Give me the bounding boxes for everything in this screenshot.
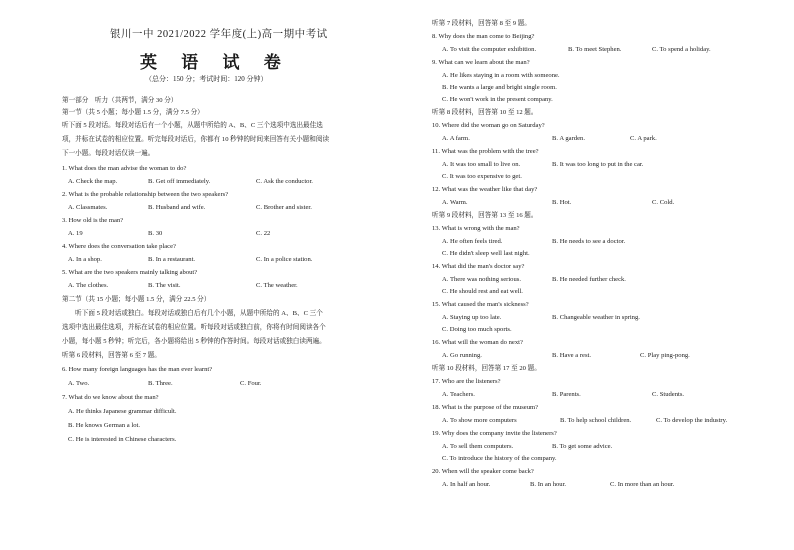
exam-title: 英 语 试 卷 <box>140 53 291 72</box>
option-a: A. Check the map. <box>68 178 118 185</box>
question-stem: 18. What is the purpose of the museum? <box>432 404 539 411</box>
option-b: B. To help school children. <box>560 417 632 424</box>
option-b: B. 30 <box>148 230 163 237</box>
option-a: A. In a shop. <box>68 256 102 263</box>
option-b: B. In a restaurant. <box>148 256 196 263</box>
option-a: A. Two. <box>68 380 90 387</box>
option-b: B. To get some advice. <box>552 443 613 450</box>
option-c: C. It was too expensive to get. <box>442 173 522 180</box>
question-stem: 15. What caused the man's sickness? <box>432 301 529 308</box>
option-c: C. Doing too much sports. <box>442 326 512 333</box>
option-b: B. It was too long to put in the car. <box>552 161 644 168</box>
option-a: A. To visit the computer exhibition. <box>442 46 537 53</box>
question-stem: 3. How old is the man? <box>62 217 124 224</box>
part1-heading: 第一部分 听力（共两节，满分 30 分） <box>62 97 178 104</box>
option-a: A. To sell them computers. <box>442 443 514 450</box>
material-heading: 听第 9 段材料，回答第 13 至 16 题。 <box>432 212 538 219</box>
section2-instruction-line: 选项中选出最佳选项，并标在试卷的相应位置。听每段对话或独白前，你将有时间阅读各个 <box>62 324 326 331</box>
option-c: C. A park. <box>630 135 657 142</box>
option-a: A. He likes staying in a room with someone. <box>442 72 560 79</box>
section2-heading: 第二节（共 15 小题；每小题 1.5 分，满分 22.5 分） <box>62 296 211 303</box>
option-b: B. In an hour. <box>530 481 567 488</box>
option-a: A. Teachers. <box>442 391 475 398</box>
question-stem: 6. How many foreign languages has the man ever learnt? <box>62 366 213 373</box>
option-a: A. The clothes. <box>68 282 109 289</box>
option-c: C. He won't work in the present company. <box>442 96 553 103</box>
section2-instruction-line: 听下面 5 段对话或独白。每段对话或独白后有几个小题，从题中所给的 A、B、C 三个 <box>62 310 323 317</box>
option-c: C. To develop the industry. <box>656 417 728 424</box>
option-c: C. 22 <box>256 230 271 237</box>
option-b: B. Get off immediately. <box>148 178 211 185</box>
option-a: A. Classmates. <box>68 204 108 211</box>
question-stem: 17. Who are the listeners? <box>432 378 501 385</box>
section2-instruction-line: 小题，每小题 5 秒钟；听完后，各小题将给出 5 秒钟的作答时间。每段对话或独白读两遍。 <box>62 338 326 345</box>
option-c: C. To spend a holiday. <box>652 46 711 53</box>
section1-instruction-line: 听下面 5 段对话。每段对话后有一个小题，从题中所给的 A、B、C 三个选项中选出最佳选 <box>62 122 323 129</box>
school-title: 银川一中 2021/2022 学年度(上)高一期中考试 <box>110 29 328 40</box>
option-b: B. Three. <box>148 380 173 387</box>
question-stem: 8. Why does the man come to Beijing? <box>432 33 535 40</box>
option-b: B. He knows German a lot. <box>68 422 140 429</box>
question-stem: 11. What was the problem with the tree? <box>432 148 539 155</box>
option-b: B. He needs to see a doctor. <box>552 238 626 245</box>
question-stem: 4. Where does the conversation take place? <box>62 243 176 250</box>
option-b: B. Husband and wife. <box>148 204 206 211</box>
question-stem: 7. What do we know about the man? <box>62 394 159 401</box>
option-b: B. He needed further check. <box>552 276 626 283</box>
option-b: B. Parents. <box>552 391 581 398</box>
option-b: B. Changeable weather in spring. <box>552 314 640 321</box>
option-c: C. Four. <box>240 380 262 387</box>
option-a: A. A farm. <box>442 135 470 142</box>
option-c: C. In more than an hour. <box>610 481 675 488</box>
section1-instruction-line: 项，并标在试卷的相应位置。听完每段对话后，你都有 10 秒钟的时间来回答有关小题和阅读 <box>62 136 330 143</box>
section1-heading: 第一节（共 5 小题；每小题 1.5 分，满分 7.5 分） <box>62 109 204 116</box>
option-b: B. He wants a large and bright single room. <box>442 84 557 91</box>
section1-instruction-line: 下一小题。每段对话仅读一遍。 <box>62 150 155 157</box>
material-heading: 听第 6 段材料，回答第 6 至 7 题。 <box>62 352 161 359</box>
option-c: C. Ask the conductor. <box>256 178 313 185</box>
material-heading: 听第 7 段材料，回答第 8 至 9 题。 <box>432 20 531 27</box>
question-stem: 13. What is wrong with the man? <box>432 225 520 232</box>
option-c: C. Play ping-pong. <box>640 352 690 359</box>
question-stem: 10. Where did the woman go on Saturday? <box>432 122 545 129</box>
option-c: C. In a police station. <box>256 256 313 263</box>
material-heading: 听第 10 段材料，回答第 17 至 20 题。 <box>432 365 541 372</box>
question-stem: 19. Why does the company invite the listeners? <box>432 430 557 437</box>
question-stem: 2. What is the probable relationship between the two speakers? <box>62 191 229 198</box>
option-a: A. There was nothing serious. <box>442 276 521 283</box>
option-a: A. Go running. <box>442 352 482 359</box>
question-stem: 12. What was the weather like that day? <box>432 186 538 193</box>
option-c: C. To introduce the history of the company. <box>442 455 557 462</box>
option-b: B. The visit. <box>148 282 181 289</box>
option-a: A. Staying up too late. <box>442 314 502 321</box>
option-c: C. He should rest and eat well. <box>442 288 523 295</box>
material-heading: 听第 8 段材料，回答第 10 至 12 题。 <box>432 109 538 116</box>
option-a: A. 19 <box>68 230 83 237</box>
exam-info: （总分：150 分；考试时间：120 分钟） <box>145 75 268 83</box>
question-stem: 1. What does the man advise the woman to do? <box>62 165 187 172</box>
option-c: C. Brother and sister. <box>256 204 312 211</box>
question-stem: 9. What can we learn about the man? <box>432 59 530 66</box>
option-c: C. Students. <box>652 391 685 398</box>
option-c: C. He is interested in Chinese characters. <box>68 436 177 443</box>
question-stem: 14. What did the man's doctor say? <box>432 263 525 270</box>
question-stem: 20. When will the speaker come back? <box>432 468 534 475</box>
question-stem: 16. What will the woman do next? <box>432 339 523 346</box>
option-a: A. It was too small to live on. <box>442 161 521 168</box>
option-c: C. Cold. <box>652 199 675 206</box>
option-a: A. To show more computers <box>442 417 517 424</box>
option-a: A. In half an hour. <box>442 481 491 488</box>
option-c: C. The weather. <box>256 282 298 289</box>
option-b: B. A garden. <box>552 135 585 142</box>
option-b: B. To meet Stephen. <box>568 46 622 53</box>
option-a: A. He often feels tired. <box>442 238 503 245</box>
question-stem: 5. What are the two speakers mainly talking about? <box>62 269 198 276</box>
option-b: B. Hot. <box>552 199 572 206</box>
option-b: B. Have a rest. <box>552 352 591 359</box>
option-c: C. He didn't sleep well last night. <box>442 250 530 257</box>
option-a: A. Warm. <box>442 199 468 206</box>
option-a: A. He thinks Japanese grammar difficult. <box>68 408 177 415</box>
